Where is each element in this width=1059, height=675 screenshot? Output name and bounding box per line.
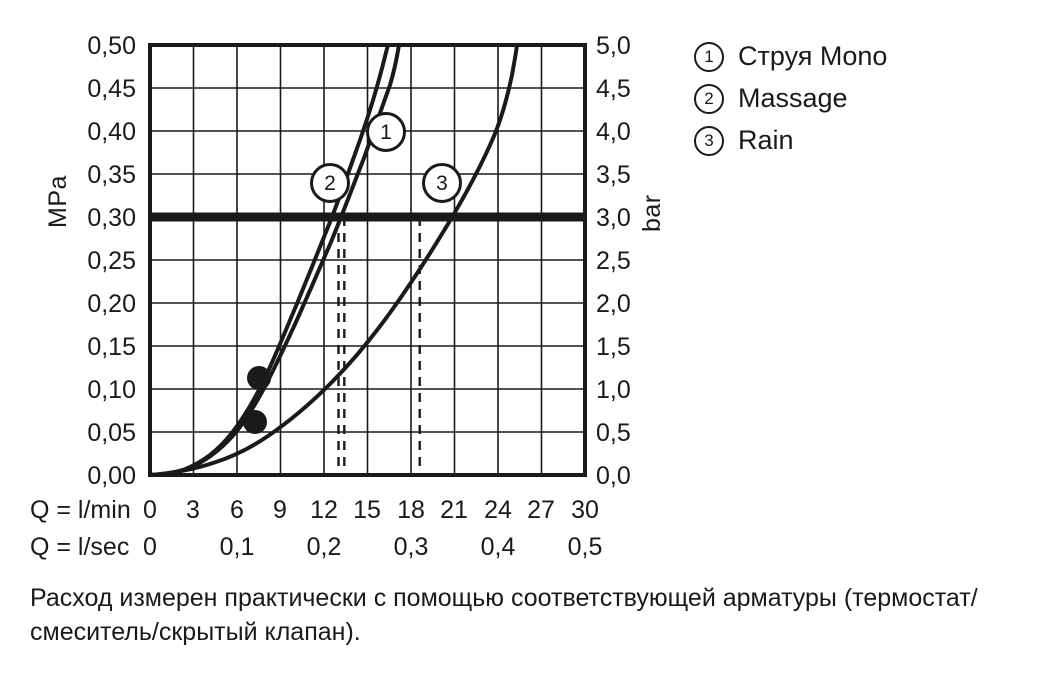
x-tick-lsec-4: 0,4 [480, 533, 516, 561]
y-axis-label-mpa: MPa [44, 175, 72, 228]
y-tick-right-7: 1,5 [596, 333, 631, 361]
x-tick-lmin-5: 15 [353, 496, 381, 524]
x-tick-lmin-6: 18 [397, 496, 425, 524]
y-tick-left-6: 0,20 [87, 290, 136, 318]
curve-badge-3 [422, 163, 462, 203]
x-tick-lmin-10: 30 [571, 496, 599, 524]
curve-badge-2-label: 2 [324, 171, 336, 195]
y-tick-left-0: 0,50 [87, 32, 136, 60]
x-tick-lsec-0: 0 [143, 533, 157, 561]
x-tick-lmin-3: 9 [273, 496, 287, 524]
legend-item-rain [694, 120, 1044, 161]
y-tick-left-9: 0,05 [87, 419, 136, 447]
legend-item-mono [694, 36, 1044, 77]
footnote-text: Расход измерен практически с помощью соответствующей арматуры (термостат/смеситель/скрытый клапан). [30, 584, 978, 646]
x-tick-lmin-9: 27 [527, 496, 555, 524]
y-tick-left-7: 0,15 [87, 333, 136, 361]
curve-badge-3-label: 3 [436, 171, 448, 195]
curve-badge-2 [310, 163, 350, 203]
y-tick-right-8: 1,0 [596, 376, 631, 404]
legend-marker-2-icon: 2 [694, 84, 724, 114]
y-axis-label-bar: bar [638, 194, 666, 232]
y-tick-right-10: 0,0 [596, 462, 631, 490]
curve-badge-1 [366, 112, 406, 152]
x-tick-lsec-3: 0,3 [393, 533, 429, 561]
legend-label-rain: Rain [738, 125, 794, 155]
y-tick-left-4: 0,30 [87, 204, 136, 232]
y-tick-right-3: 3,5 [596, 161, 631, 189]
legend-label-mono: Струя Mono [738, 41, 888, 71]
x-tick-lmin-8: 24 [484, 496, 512, 524]
y-tick-right-4: 3,0 [596, 204, 631, 232]
x-tick-lsec-1: 0,1 [219, 533, 255, 561]
x-axis-row-lmin-label: Q = l/min [30, 496, 131, 524]
y-tick-right-1: 4,5 [596, 75, 631, 103]
x-tick-lmin-2: 6 [230, 496, 244, 524]
x-tick-lmin-0: 0 [143, 496, 157, 524]
x-tick-lsec-2: 0,2 [306, 533, 342, 561]
y-tick-left-3: 0,35 [87, 161, 136, 189]
legend-item-massage [694, 78, 1044, 119]
legend-label-massage: Massage [738, 83, 848, 113]
y-tick-left-1: 0,45 [87, 75, 136, 103]
legend-marker-1-icon: 1 [694, 42, 724, 72]
legend-marker-3-icon: 3 [694, 126, 724, 156]
x-tick-lmin-1: 3 [186, 496, 200, 524]
y-tick-right-5: 2,5 [596, 247, 631, 275]
measured-point-2 [243, 410, 267, 434]
y-tick-right-2: 4,0 [596, 118, 631, 146]
chart-legend [694, 36, 1044, 162]
y-tick-left-10: 0,00 [87, 462, 136, 490]
y-tick-right-6: 2,0 [596, 290, 631, 318]
x-tick-lmin-4: 12 [310, 496, 338, 524]
y-tick-left-8: 0,10 [87, 376, 136, 404]
x-axis-row-lsec-label: Q = l/sec [30, 533, 130, 561]
x-tick-lsec-5: 0,5 [567, 533, 603, 561]
measured-point-1 [247, 366, 271, 390]
x-tick-lmin-7: 21 [440, 496, 468, 524]
y-tick-left-2: 0,40 [87, 118, 136, 146]
y-tick-right-9: 0,5 [596, 419, 631, 447]
curve-badge-1-label: 1 [380, 120, 392, 144]
y-tick-left-5: 0,25 [87, 247, 136, 275]
y-tick-right-0: 5,0 [596, 32, 631, 60]
